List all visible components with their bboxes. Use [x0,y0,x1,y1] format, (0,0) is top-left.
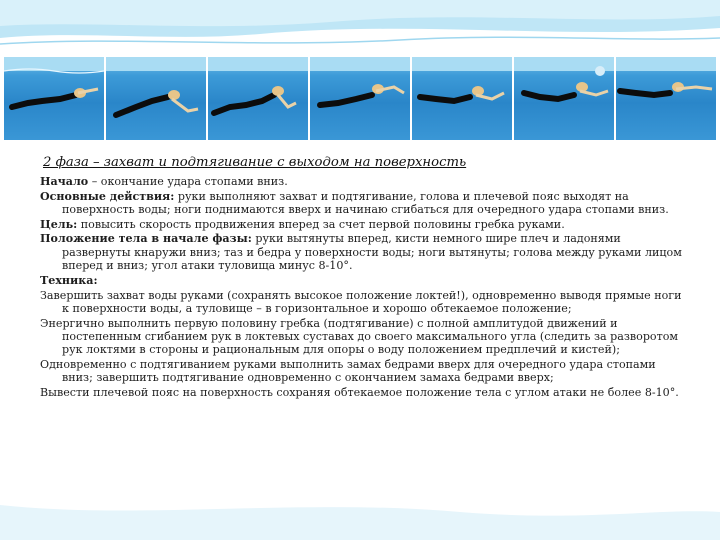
swim-frame-2 [106,57,206,140]
swim-frame-4 [310,57,410,140]
phase-start [40,175,682,188]
phase-body-position [40,232,682,272]
goal-text: повысить скорость продвижения вперед за счет первой половины гребка руками. [77,217,565,231]
technique-item: Одновременно с подтягиванием руками выполнить замах бедрами вверх для очередного удара стопами вниз; завершить подтягивание одновременно с окончанием замаха бедрами вверх; [40,358,656,385]
swim-frame-5 [412,57,512,140]
swim-frame-1 [4,57,104,140]
swim-frame-6 [514,57,614,140]
swim-frame-7 [616,57,716,140]
technique-item: Завершить захват воды руками (сохранять высокое положение локтей!), одновременно выводя прямые ноги к поверхности воды, а туловище – в горизонтальное и хорошо обтекаемое положение; [40,289,682,316]
swimmer-photo-strip [4,57,716,140]
phase-goal [40,218,682,231]
technique-item: Энергично выполнить первую половину гребка (подтягивание) с полной амплитудой движений и постепенным сгибанием рук в локтевых суставах до своего максимального угла (следить за разворотом рук локтями в стороны и рациональным для опоры о воду положением предплечий и кистей); [40,317,679,357]
start-label: Начало [40,175,89,188]
goal-label: Цель: [40,217,78,231]
body-position-label: Положение тела в начале фазы: [40,232,252,246]
main-actions-label: Основные действия: [40,189,175,203]
slide-title: 2 фаза – захват и подтягивание с выходом на поверхность [43,155,467,170]
slide-text-body [40,155,682,401]
swim-frame-3 [208,57,308,140]
technique-item: Вывести плечевой пояс на поверхность сохраняя обтекаемое положение тела с углом атаки не более 8-10°. [40,386,679,400]
technique-heading: Техника: [40,273,98,287]
body-position-text: руки вытянуты вперед, кисти немного шире плеч и ладонями развернуты кнаружи вниз; таз и бедра у поверхности воды; ноги вытянуты; голова между руками лицом вперед и вниз; угол атаки туловища минус 8-10°. [62,232,682,272]
main-actions-text: руки выполняют захват и подтягивание, голова и плечевой пояс выходят на поверхность воды; ноги поднимаются вверх и начинаю сгибаться для очередного удара стопами вниз. [62,189,669,216]
start-text: – окончание удара стопами вниз. [88,175,288,188]
phase-main-actions [40,190,682,216]
